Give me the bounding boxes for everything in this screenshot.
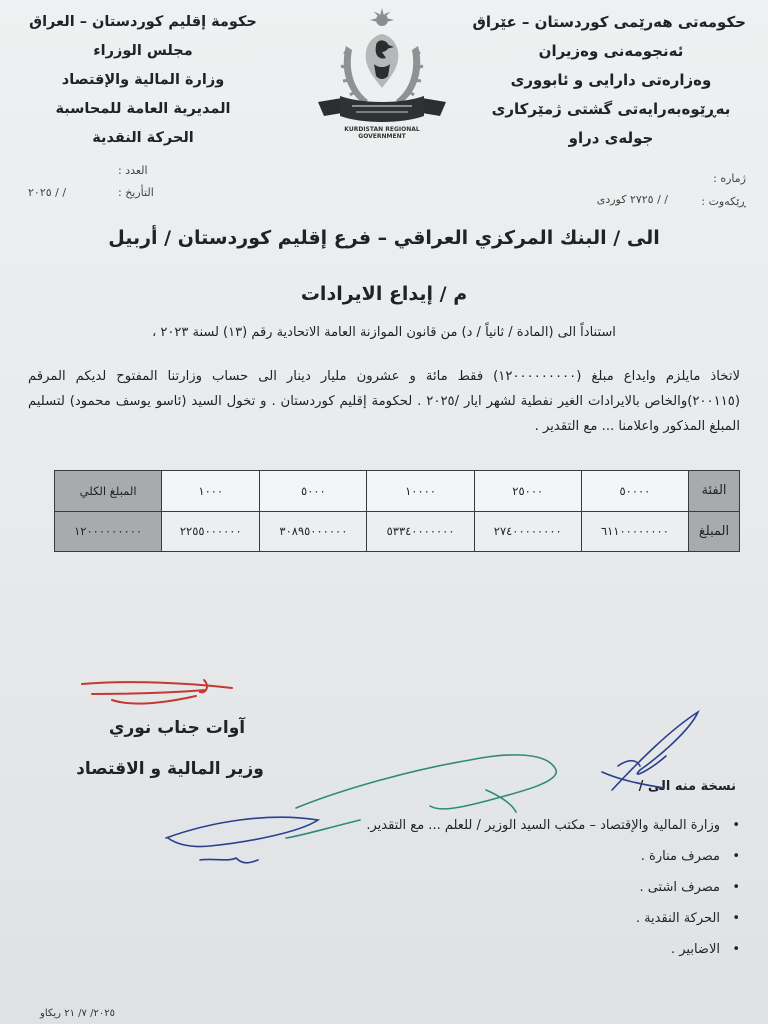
header-kurdish — [472, 8, 746, 153]
list-item: • وزارة المالية والإقتصاد – مكتب السيد الوزير / للعلم ... مع التقدير. — [366, 818, 740, 849]
list-item: • الاضابير . — [366, 942, 740, 973]
kurdistan-emblem-icon — [312, 6, 452, 130]
table-cell-amount: ٦١١٠٠٠٠٠٠٠٠ — [581, 511, 688, 552]
copies-heading: نسخة منه الى / — [638, 779, 736, 794]
header-kurdish-line-2: ئەنجومەنی وەزیران — [538, 42, 684, 60]
list-item: • الحركة النقدية . — [366, 911, 740, 942]
header-arabic-line-2: مجلس الوزراء — [93, 43, 193, 59]
header-kurdish-line-5: جولەی دراو — [568, 129, 654, 147]
table-row-label-denomination: الفئة — [689, 471, 740, 512]
emblem-caption: KURDISTAN REGIONAL GOVERNMENT — [344, 126, 420, 140]
number-label-kurdish: ژمارە : — [713, 172, 746, 185]
header-kurdish-line-1: حکومەتی هەرێمی کوردستان – عێراق — [472, 13, 746, 31]
header-arabic-line-3: وزارة المالية والإقتصاد — [61, 72, 225, 88]
date-value-arabic: / / ٢٠٢٥ — [28, 186, 67, 199]
date-label-arabic: التأريخ : — [118, 186, 154, 199]
list-item: • مصرف اشتى . — [366, 880, 740, 911]
number-label-arabic: العدد : — [118, 164, 148, 177]
table-row-amounts — [55, 511, 740, 552]
table-row-denominations — [55, 471, 740, 512]
table-cell-denomination: ٥٠٠٠٠ — [581, 471, 688, 512]
table-cell-amount: ٣٠٨٩٥٠٠٠٠٠٠ — [260, 511, 367, 552]
letter-reference: استناداً الى (المادة / ثانياً / د) من قانون الموازنة العامة الاتحادية رقم (١٣) لسنة ٢٠٢٣ ، — [152, 325, 616, 340]
table-row-label-amount: المبلغ — [689, 511, 740, 552]
letter-body: لاتخاذ مايلزم وايداع مبلغ (١٢٠٠٠٠٠٠٠٠٠) فقط مائة و عشرون مليار دينار الى حساب وزارتنا المفتوح لديكم المرقم (٢٠٠١١٥)والخاص بالايرادات الغير نفطية لشهر ايار /٢٠٢٥ . لحكومة إقليم كوردستان . و تخول السيد (ئاسو يوسف محمود) لتسليم المبلغ المذكور واعلامنا ... مع التقدير . — [28, 369, 741, 434]
table-cell-amount: ٥٣٣٤٠٠٠٠٠٠٠ — [367, 511, 474, 552]
header-arabic — [18, 8, 268, 153]
table-cell-amount: ٢٧٤٠٠٠٠٠٠٠٠ — [474, 511, 581, 552]
date-label-kurdish: ڕێکەوت : — [701, 195, 746, 208]
copies-list — [366, 818, 740, 973]
letter-addressee: الى / البنك المركزي العراقي – فرع إقليم كوردستان / أربيل — [108, 227, 660, 249]
signatory-name: آوات جناب نوري — [108, 718, 246, 738]
table-cell-denomination: ١٠٠٠ — [162, 471, 260, 512]
header-arabic-line-1: حكومة إقليم كوردستان – العراق — [29, 14, 257, 30]
date-value-kurdish: / / ٢٧٢٥ کوردی — [596, 193, 668, 206]
header-arabic-line-4: المديرية العامة للمحاسبة — [55, 101, 231, 117]
header-kurdish-line-3: وەزارەتی دارایی و ئابووری — [510, 71, 712, 89]
header-kurdish-line-4: بەڕێوەبەرایەتی گشتی ژمێرکاری — [491, 100, 731, 118]
letter-subject: م / إيداع الايرادات — [300, 283, 468, 305]
red-signature-icon — [82, 680, 232, 703]
blue-signature-left-icon — [166, 817, 318, 863]
table-cell-denomination: ٢٥٠٠٠ — [474, 471, 581, 512]
table-total-label: المبلغ الكلي — [55, 471, 162, 512]
table-cell-denomination: ٥٠٠٠ — [260, 471, 367, 512]
table-total-value: ١٢٠٠٠٠٠٠٠٠٠ — [55, 511, 162, 552]
footer-date: ٢٠٢٥/ ٧/ ٢١ ريكاو — [40, 1008, 115, 1019]
table-cell-denomination: ١٠٠٠٠ — [367, 471, 474, 512]
header-arabic-line-5: الحركة النقدية — [92, 130, 194, 146]
signatory-title: وزير المالية و الاقتصاد — [76, 759, 264, 779]
table-cell-amount: ٢٢٥٥٠٠٠٠٠٠ — [162, 511, 260, 552]
list-item: • مصرف منارة . — [366, 849, 740, 880]
amounts-table — [54, 470, 740, 552]
